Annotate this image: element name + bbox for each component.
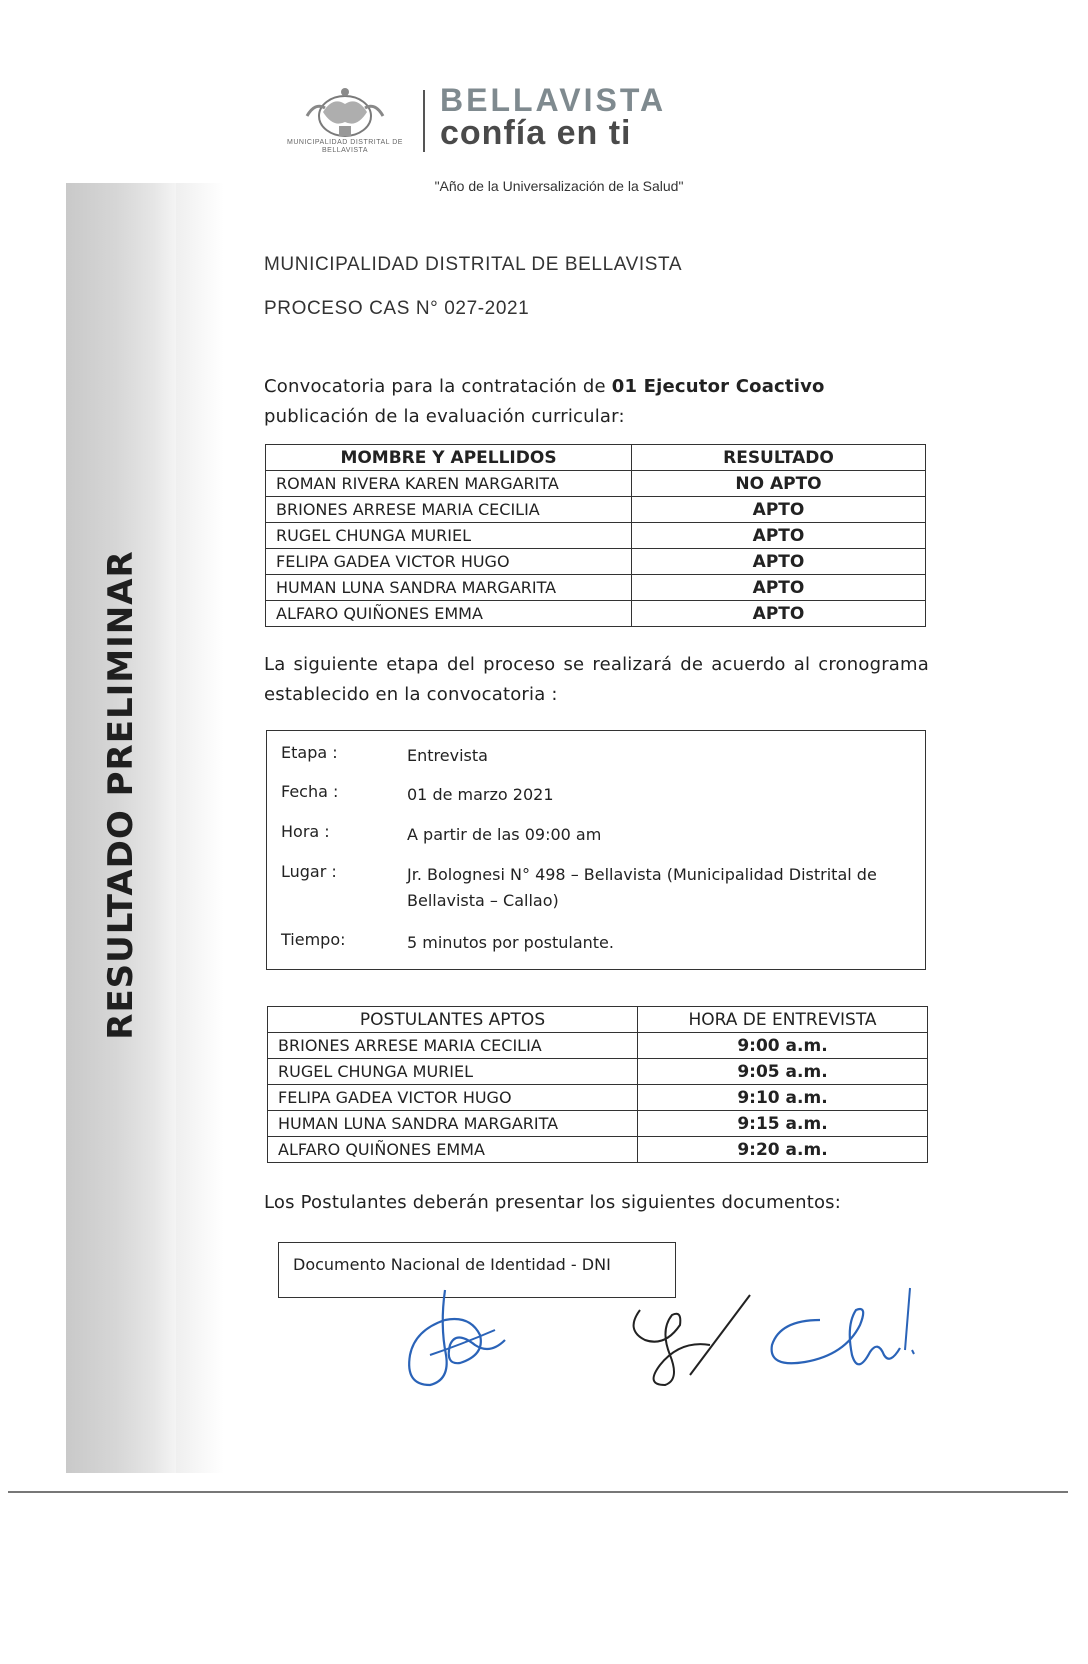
table-row: [266, 549, 926, 575]
table-header-row: [266, 445, 926, 471]
result-value: APTO: [632, 549, 926, 575]
brand-name: BELLAVISTA: [440, 82, 667, 118]
schedule-label: Fecha :: [281, 782, 339, 801]
result-value: NO APTO: [632, 471, 926, 497]
result-value: APTO: [632, 523, 926, 549]
table-row: [268, 1033, 928, 1059]
applicant-name: ROMAN RIVERA KAREN MARGARITA: [266, 471, 632, 497]
year-motto: "Año de la Universalización de la Salud": [434, 178, 684, 194]
applicant-name: HUMAN LUNA SANDRA MARGARITA: [266, 575, 632, 601]
applicant-name: RUGEL CHUNGA MURIEL: [266, 523, 632, 549]
intro-text-end: publicación de la evaluación curricular:: [264, 406, 625, 427]
table-row: [266, 601, 926, 627]
schedule-date: 01 de marzo 2021: [407, 785, 554, 804]
schedule-label: Etapa :: [281, 743, 338, 762]
schedule-place-line: Bellavista – Callao): [407, 891, 559, 910]
page-title: MUNICIPALIDAD DISTRITAL DE BELLAVISTA: [264, 254, 683, 275]
result-value: APTO: [632, 497, 926, 523]
signature-left: [400, 1285, 520, 1395]
table-row: [268, 1137, 928, 1163]
next-stage-line: establecido en la convocatoria :: [264, 684, 558, 705]
schedule-stage: Entrevista: [407, 746, 488, 765]
schedule-label: Tiempo:: [281, 930, 346, 949]
signature-right: [760, 1280, 930, 1390]
brand-slogan: confía en ti: [440, 114, 632, 152]
table-row: [266, 471, 926, 497]
intro-position: 01 Ejecutor Coactivo: [611, 376, 825, 397]
documents-intro: Los Postulantes deberán presentar los siguientes documentos:: [264, 1192, 842, 1213]
process-number: PROCESO CAS N° 027-2021: [264, 298, 530, 319]
side-label: RESULTADO PRELIMINAR: [101, 550, 141, 1040]
column-header: HORA DE ENTREVISTA: [638, 1007, 928, 1033]
table-row: [266, 575, 926, 601]
column-header: POSTULANTES APTOS: [268, 1007, 638, 1033]
table-row: [268, 1085, 928, 1111]
schedule-label: Lugar :: [281, 862, 337, 881]
table-row: [268, 1059, 928, 1085]
schedule-label: Hora :: [281, 822, 330, 841]
column-header: MOMBRE Y APELLIDOS: [266, 445, 632, 471]
applicant-name: ALFARO QUIÑONES EMMA: [266, 601, 632, 627]
schedule-duration: 5 minutos por postulante.: [407, 933, 614, 952]
applicant-name: HUMAN LUNA SANDRA MARGARITA: [268, 1111, 638, 1137]
column-header: RESULTADO: [632, 445, 926, 471]
schedule-time: A partir de las 09:00 am: [407, 825, 602, 844]
logo-separator: [423, 90, 425, 152]
table-row: [266, 497, 926, 523]
interview-time: 9:05 a.m.: [638, 1059, 928, 1085]
interview-time: 9:10 a.m.: [638, 1085, 928, 1111]
interview-time: 9:00 a.m.: [638, 1033, 928, 1059]
table-header-row: [268, 1007, 928, 1033]
applicant-name: ALFARO QUIÑONES EMMA: [268, 1137, 638, 1163]
result-value: APTO: [632, 575, 926, 601]
next-stage-paragraph: [264, 650, 929, 710]
applicant-name: FELIPA GADEA VICTOR HUGO: [266, 549, 632, 575]
applicant-name: BRIONES ARRESE MARIA CECILIA: [268, 1033, 638, 1059]
table-row: [266, 523, 926, 549]
applicant-name: FELIPA GADEA VICTOR HUGO: [268, 1085, 638, 1111]
schedule-place-line: Jr. Bolognesi N° 498 – Bellavista (Municipalidad Distrital de: [407, 865, 877, 884]
page-edge-line: [8, 1491, 1068, 1493]
interview-time: 9:15 a.m.: [638, 1111, 928, 1137]
applicant-name: BRIONES ARRESE MARIA CECILIA: [266, 497, 632, 523]
document-item: Documento Nacional de Identidad - DNI: [293, 1255, 611, 1274]
result-value: APTO: [632, 601, 926, 627]
seal-caption: MUNICIPALIDAD DISTRITAL DE BELLAVISTA: [287, 139, 403, 154]
signature-center: [620, 1285, 760, 1395]
intro-paragraph: [264, 372, 929, 432]
table-row: [268, 1111, 928, 1137]
schedule-place: [407, 862, 907, 914]
applicant-name: RUGEL CHUNGA MURIEL: [268, 1059, 638, 1085]
interview-time: 9:20 a.m.: [638, 1137, 928, 1163]
intro-text: Convocatoria para la contratación de: [264, 376, 612, 397]
schedule-box: [266, 730, 926, 970]
interview-table: [267, 1006, 928, 1163]
results-table: [265, 444, 926, 627]
next-stage-line: La siguiente etapa del proceso se realizará de acuerdo al cronograma: [264, 654, 929, 675]
